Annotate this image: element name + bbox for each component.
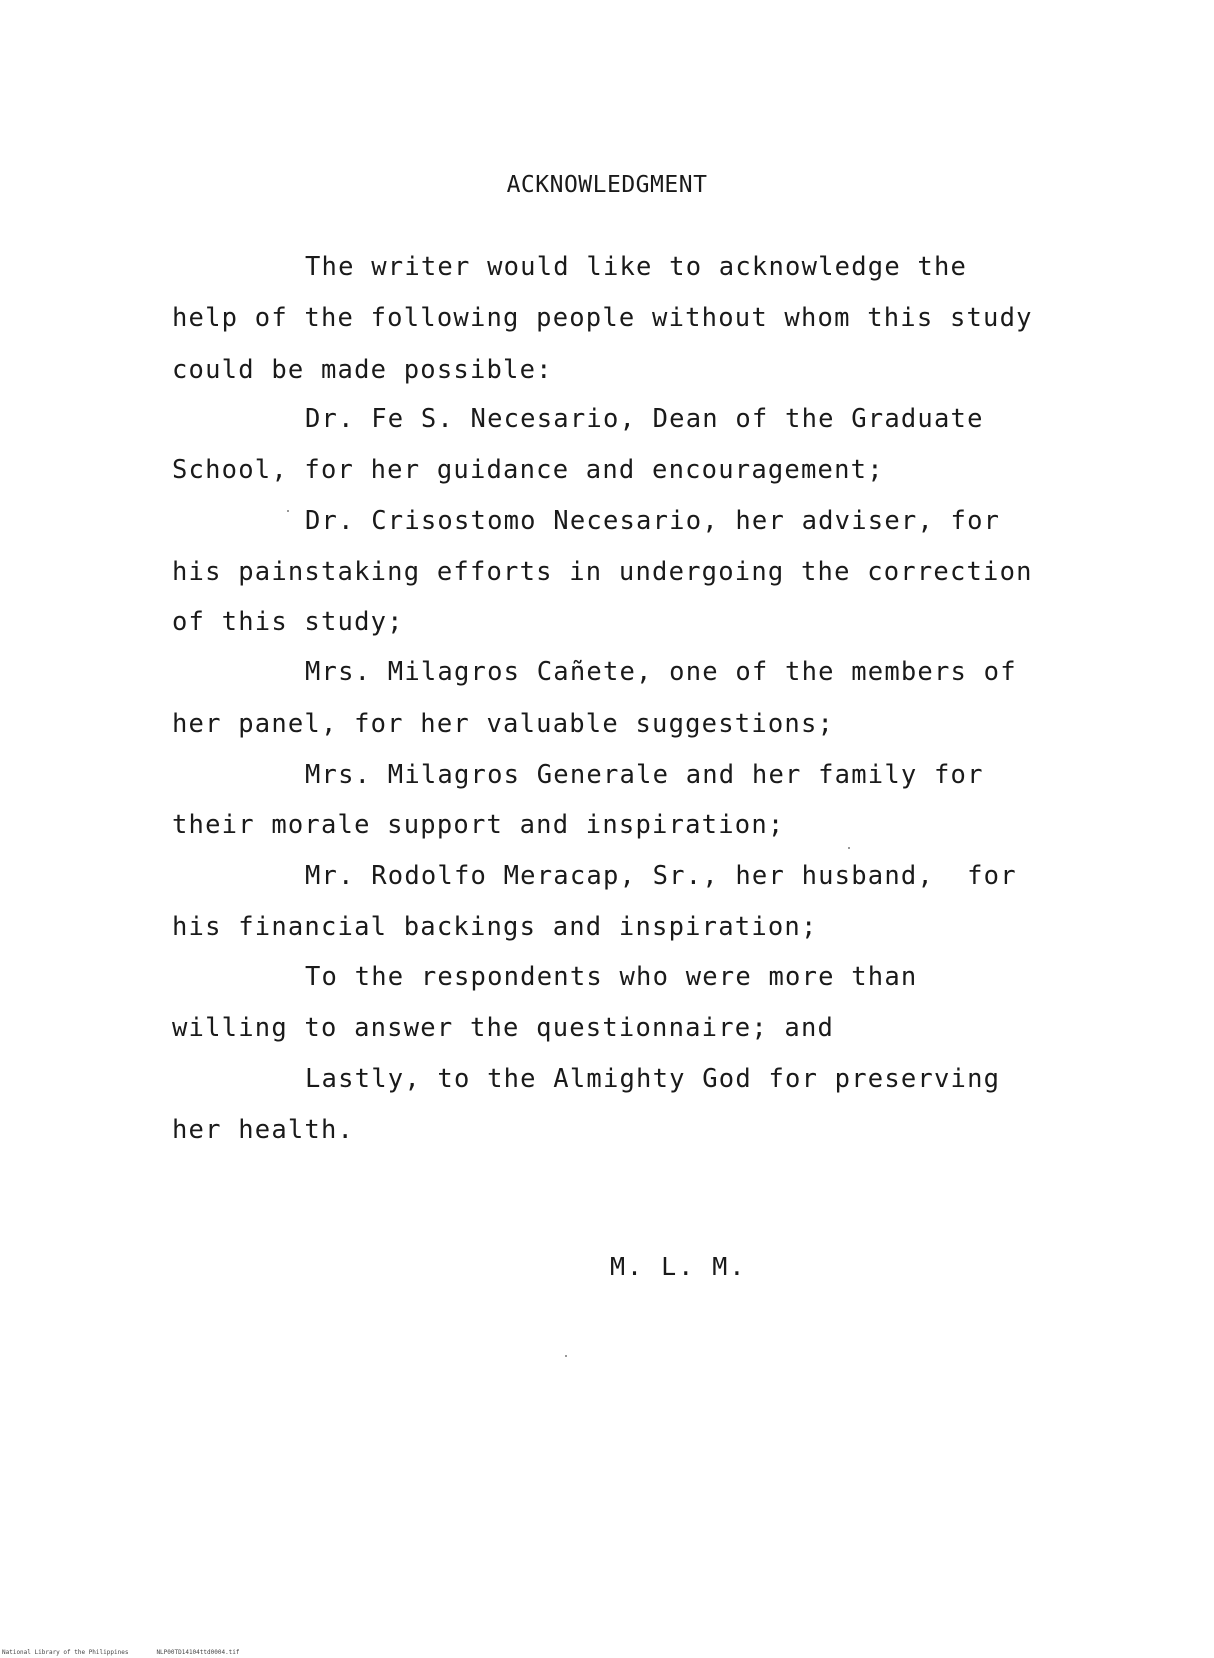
scan-speck — [287, 510, 289, 512]
footer-library: National Library of the Philippines — [2, 1649, 129, 1656]
text-line: his financial backings and inspiration; — [172, 912, 818, 942]
text-line: Lastly, to the Almighty God for preserving — [305, 1064, 1001, 1094]
text-line: her health. — [172, 1115, 355, 1145]
text-line: their morale support and inspiration; — [172, 810, 785, 840]
text-line: Dr. Fe S. Necesario, Dean of the Graduate — [305, 404, 984, 434]
scan-speck — [565, 1355, 567, 1357]
text-line: Mrs. Milagros Generale and her family for — [305, 760, 984, 790]
text-line: help of the following people without whom this study — [172, 303, 1033, 333]
text-line: of this study; — [172, 607, 404, 637]
text-line: The writer would like to acknowledge the — [305, 252, 968, 282]
text-line: Mr. Rodolfo Meracap, Sr., her husband, for — [305, 861, 1017, 891]
author-initials: M. L. M. — [610, 1252, 747, 1281]
text-line: her panel, for her valuable suggestions; — [172, 709, 835, 739]
page-title: ACKNOWLEDGMENT — [506, 172, 708, 198]
text-line: To the respondents who were more than — [305, 962, 918, 992]
text-line: Mrs. Milagros Cañete, one of the members of — [305, 657, 1017, 687]
text-line: his painstaking efforts in undergoing the correction — [172, 557, 1033, 587]
text-line: Dr. Crisostomo Necesario, her adviser, for — [305, 506, 1001, 536]
text-line: willing to answer the questionnaire; and — [172, 1013, 835, 1043]
scan-speck — [848, 847, 850, 849]
text-line: could be made possible: — [172, 355, 553, 385]
footer-file-code: NLP00TD14104ttd0004.tif — [156, 1649, 240, 1656]
text-line: School, for her guidance and encouragement; — [172, 455, 884, 485]
scan-footer — [2, 1649, 240, 1656]
